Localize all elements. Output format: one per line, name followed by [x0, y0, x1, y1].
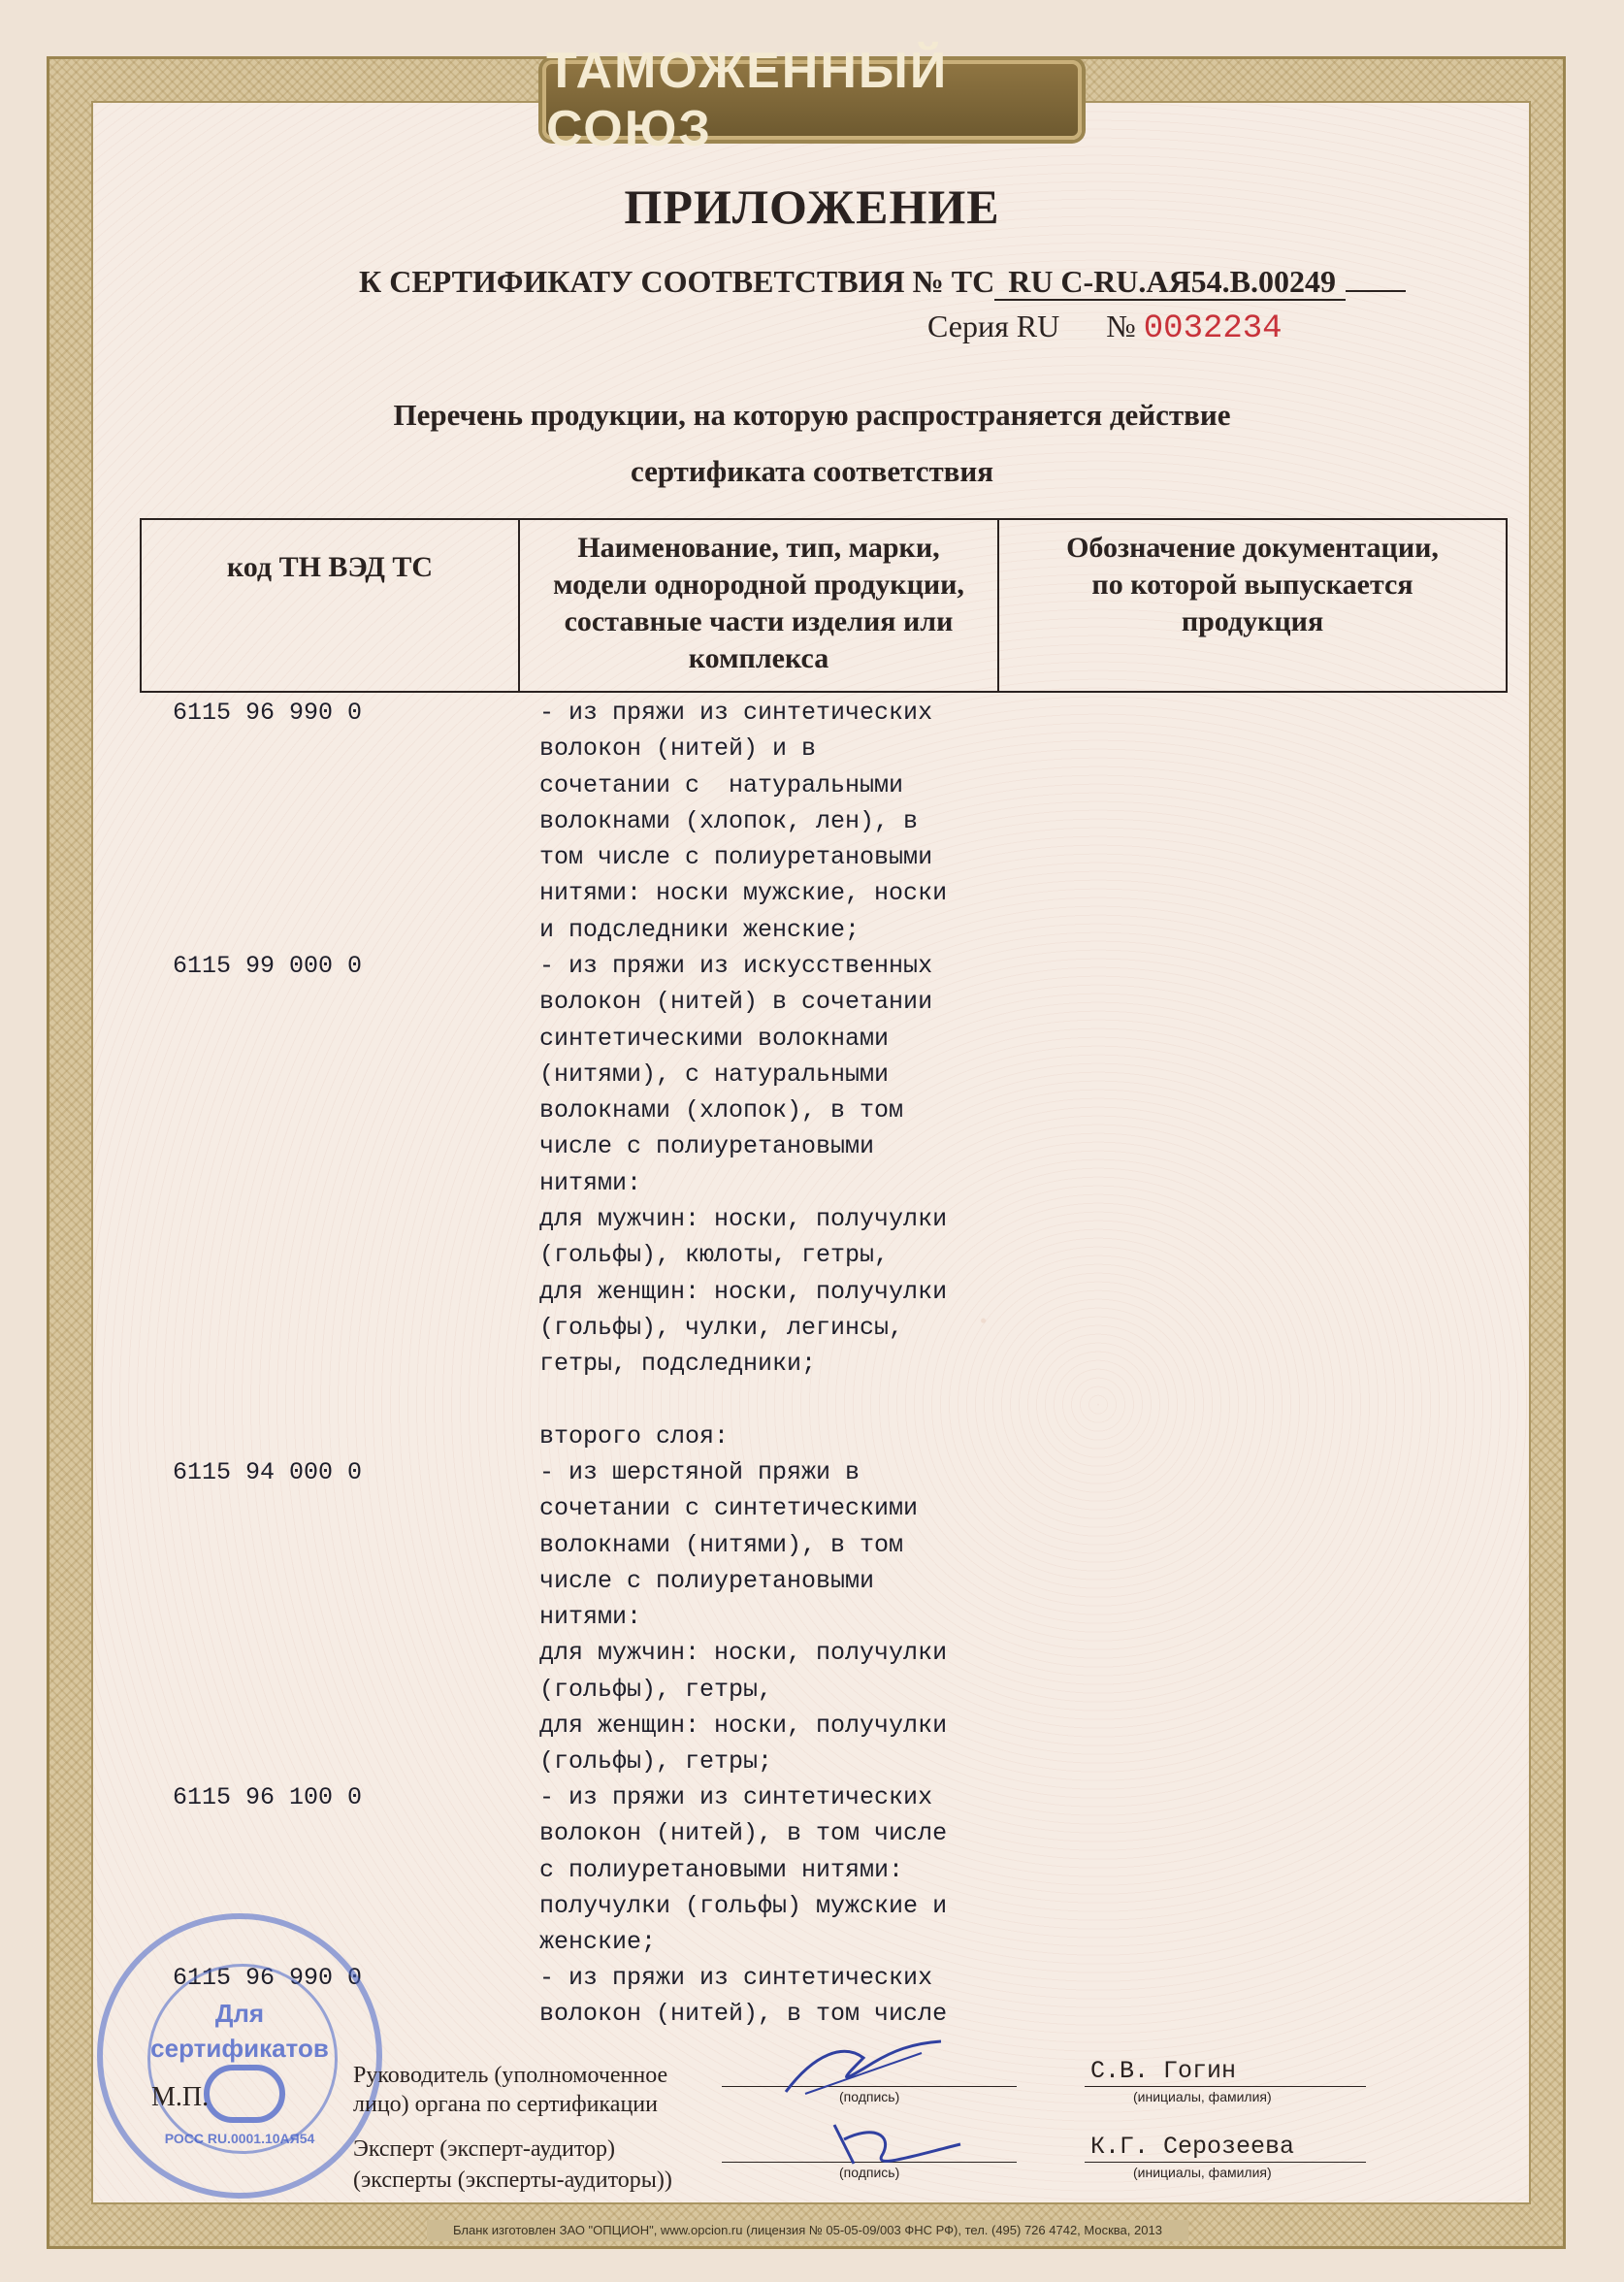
header-col-name-line: модели однородной продукции, — [553, 569, 964, 601]
seal-place-label: М.П. — [151, 2082, 210, 2112]
head-name-caption: (инициалы, фамилия) — [1133, 2089, 1272, 2104]
expert-label-line-1: Эксперт (эксперт-аудитор) — [353, 2136, 616, 2162]
head-label-line-2: лицо) органа по сертификации — [353, 2092, 658, 2117]
expert-name-line — [1085, 2162, 1366, 2163]
product-section-note: второго слоя: — [539, 1422, 730, 1451]
header-col-docs-line: продукция — [1181, 605, 1324, 637]
customs-union-label: ТАМОЖЕННЫЙ СОЮЗ — [546, 43, 949, 157]
product-description: - из шерстяной пряжи в сочетании с синтетическими волокнами (нитями), в том числе с полиуретановыми нитями: для мужчин: носки, получулки (гольфы), гетры, для женщин: носки, получулки (гольфы), гетры; — [539, 1458, 948, 1777]
seal-text-line-1: Для — [214, 1999, 265, 2028]
expert-label-line-2: (эксперты (эксперты-аудиторы)) — [353, 2168, 672, 2193]
series-line — [927, 309, 1283, 347]
blank-manufacturer-footer: Бланк изготовлен ЗАО "ОПЦИОН", www.opcion.ru (лицензия № 05-05-09/003 ФНС РФ), тел. (495) 726 4742, Москва, 2013 — [427, 2220, 1188, 2241]
certificate-number: RU C-RU.АЯ54.В.00249 — [994, 264, 1346, 301]
header-col-name-line: комплекса — [688, 642, 829, 674]
certificate-prefix: К СЕРТИФИКАТУ СООТВЕТСТВИЯ № ТС — [359, 264, 995, 299]
series-label: Серия — [927, 309, 1009, 343]
header-col-docs-line: по которой выпускается — [1091, 569, 1413, 601]
header-col-name-line: составные части изделия или — [564, 605, 954, 637]
series-value: RU — [1016, 309, 1060, 343]
header-col-name-line: Наименование, тип, марки, — [577, 532, 940, 564]
product-code: 6115 94 000 0 — [173, 1458, 363, 1486]
expert-name-caption: (инициалы, фамилия) — [1133, 2165, 1272, 2180]
blank-number-label: № — [1106, 309, 1136, 343]
seal-registration: РОСС RU.0001.10АЯ54 — [164, 2131, 315, 2146]
header-col-docs-line: Обозначение документации, — [1066, 532, 1439, 564]
expert-signature-caption: (подпись) — [839, 2165, 900, 2180]
head-name-line — [1085, 2086, 1366, 2087]
head-label-line-1: Руководитель (уполномоченное — [353, 2063, 668, 2088]
product-description: - из пряжи из синтетических волокон (нитей), в том числе — [539, 1964, 948, 2029]
seal-text-line-2: сертификатов — [150, 2034, 329, 2063]
header-col-name — [520, 520, 999, 691]
customs-union-plate — [542, 43, 1082, 157]
product-code: 6115 99 000 0 — [173, 952, 363, 980]
head-name: С.В. Гогин — [1090, 2057, 1237, 2085]
head-signature-caption: (подпись) — [839, 2089, 900, 2104]
products-table-header — [140, 518, 1508, 693]
header-col-code — [142, 520, 520, 691]
product-code: 6115 96 100 0 — [173, 1783, 363, 1811]
blank-number: 0032234 — [1143, 310, 1283, 347]
expert-name: К.Г. Серозеева — [1090, 2133, 1295, 2161]
certification-seal — [97, 1913, 382, 2199]
product-description: - из пряжи из искусственных волокон (нитей) в сочетании синтетическими волокнами (нитями), с натуральными волокнами (хлопок), в том числе с полиуретановыми нитями: для мужчин: носки, получулки (гольфы), кюлоты, гетры, для женщин: носки, получулки (гольфы), чулки, легинсы, гетры, подследники; — [539, 952, 948, 1379]
product-description: - из пряжи из синтетических волокон (нитей) и в сочетании с натуральными волокнами (хлопок, лен), в том числе с полиуретановыми нитями: носки мужские, носки и подследники женские; — [539, 699, 948, 944]
list-title-line-2: сертификата соответствия — [630, 454, 994, 488]
product-code: 6115 96 990 0 — [173, 699, 363, 727]
header-col-code-text: код ТН ВЭД ТС — [226, 551, 434, 583]
product-description: - из пряжи из синтетических волокон (нитей), в том числе с полиуретановыми нитями: получулки (гольфы) мужские и женские; — [539, 1783, 948, 1957]
certificate-number-line — [359, 264, 1406, 300]
header-col-docs — [999, 520, 1506, 691]
list-title-line-1: Перечень продукции, на которую распространяется действие — [393, 398, 1231, 432]
certification-logo-icon — [204, 2065, 285, 2123]
page-title: ПРИЛОЖЕНИЕ — [624, 179, 1000, 234]
product-code: 6115 96 990 0 — [173, 1964, 363, 1992]
